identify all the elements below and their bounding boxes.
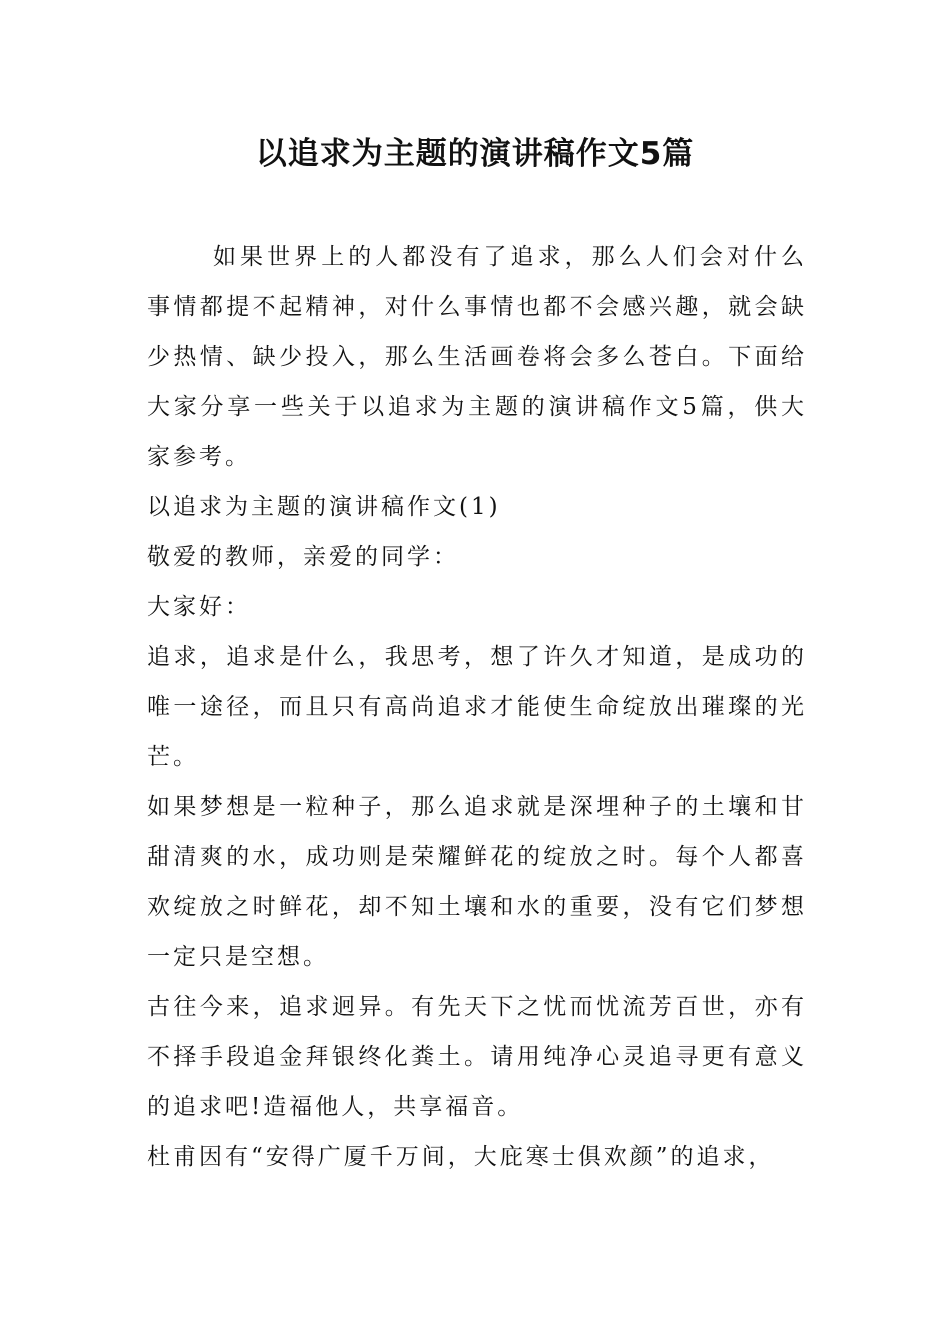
body-paragraph: 杜甫因有“安得广厦千万间，大庇寒士俱欢颜”的追求， [147, 1144, 775, 1170]
section-heading: 以追求为主题的演讲稿作文(1) [147, 494, 501, 520]
document-body [147, 232, 807, 1182]
salutation: 敬爱的教师，亲爱的同学： [147, 544, 459, 570]
body-paragraph: 追求，追求是什么，我思考，想了许久才知道，是成功的唯一途径，而且只有高尚追求才能使生命绽放出璀璨的光芒。 [147, 644, 807, 770]
document-title: 以追求为主题的演讲稿作文5篇 [255, 136, 695, 172]
body-paragraph: 如果梦想是一粒种子，那么追求就是深埋种子的土壤和甘甜清爽的水，成功则是荣耀鲜花的绽放之时。每个人都喜欢绽放之时鲜花，却不知土壤和水的重要，没有它们梦想一定只是空想。 [147, 794, 807, 970]
body-paragraph: 古往今来，追求迥异。有先天下之忧而忧流芳百世，亦有不择手段追金拜银终化粪土。请用纯净心灵追寻更有意义的追求吧!造福他人，共享福音。 [147, 994, 807, 1120]
intro-paragraph: 如果世界上的人都没有了追求，那么人们会对什么事情都提不起精神，对什么事情也都不会感兴趣，就会缺少热情、缺少投入，那么生活画卷将会多么苍白。下面给大家分享一些关于以追求为主题的演讲稿作文5篇，供大家参考。 [147, 244, 807, 470]
greeting: 大家好： [147, 594, 251, 620]
